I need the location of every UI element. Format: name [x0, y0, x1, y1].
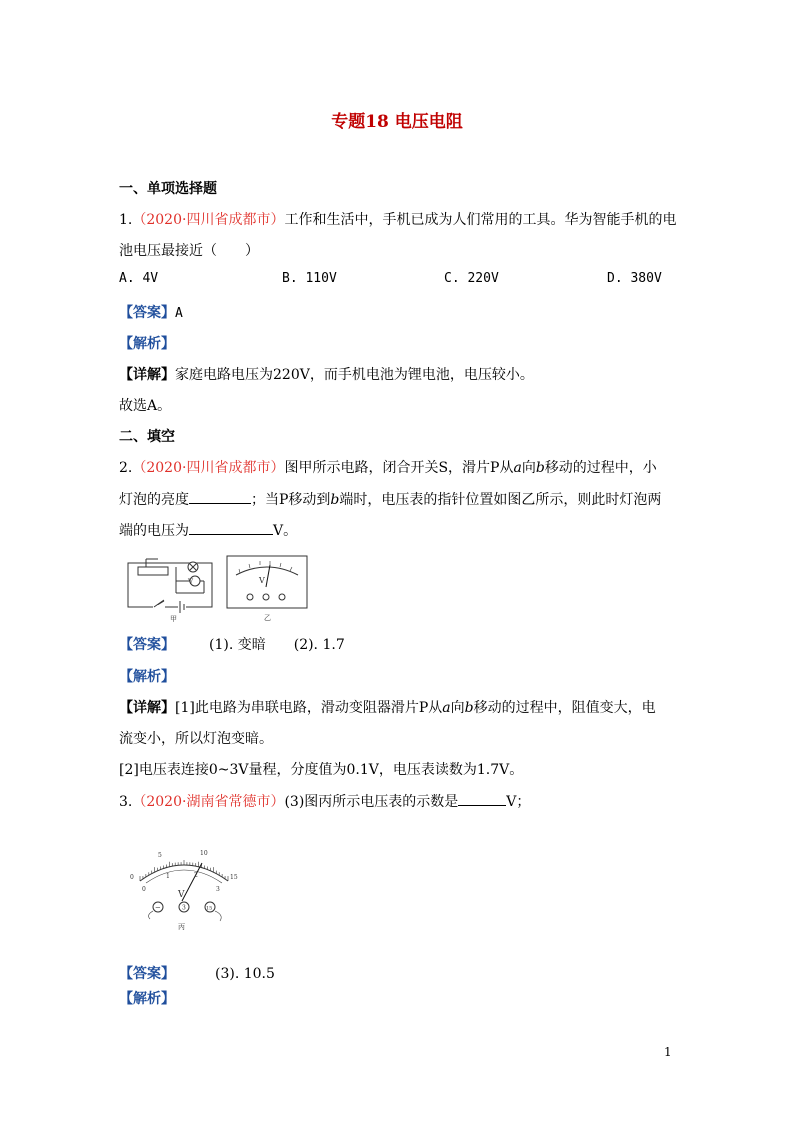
q2-detail-line-2: 流变小，所以灯泡变暗。	[119, 731, 273, 747]
figure-label-yi: 乙	[264, 614, 271, 622]
answer-label: 【答案】	[119, 637, 175, 653]
detail-text: 向	[450, 700, 465, 716]
q2-detail-line-1	[119, 697, 656, 717]
q2-var-b: b	[464, 700, 474, 716]
detail-text: 家庭电路电压为220V，而手机电池为锂电池，电压较小。	[175, 367, 534, 383]
q2-text: 端时，电压表的指针位置如图乙所示，则此时灯泡两	[339, 492, 662, 508]
q2-line-2	[119, 489, 661, 509]
voltmeter-diagram-bing	[124, 843, 244, 935]
detail-text: [1]此电路为串联电路，滑动变阻器滑片P从	[175, 700, 443, 716]
q2-text: 移动的过程中，小	[544, 460, 657, 476]
q2-text: ；当P移动到	[251, 492, 331, 508]
q1-option-b: B. 110V	[282, 271, 337, 286]
scale-bottom-2: 2	[194, 872, 198, 879]
q2-text: V。	[273, 523, 298, 539]
terminal-3: 3	[182, 904, 186, 912]
detail-label: 【详解】	[119, 700, 175, 716]
q1-option-d: D. 380V	[607, 271, 662, 286]
scale-bottom-1: 1	[166, 873, 170, 880]
scale-top-10: 10	[200, 850, 208, 857]
q3-line-1	[119, 791, 530, 811]
scale-bottom-0: 0	[142, 886, 146, 893]
q2-source: （2020·四川省成都市）	[132, 460, 285, 476]
q1-text-a: 工作和生活中，手机已成为人们常用的工具。华为智能手机的电	[284, 212, 677, 228]
q1-line-1	[119, 209, 676, 229]
q2-text: 图甲所示电路，闭合开关S，滑片P从	[284, 460, 514, 476]
q3-analysis-label: 【解析】	[119, 991, 175, 1007]
meter-symbol: V	[178, 890, 185, 900]
q1-detail	[119, 364, 534, 384]
q2-number: 2.	[119, 460, 133, 476]
answer-label: 【答案】	[119, 966, 175, 982]
answer-value: (1). 变暗 (2). 1.7	[209, 637, 345, 653]
q2-answer	[119, 634, 345, 654]
circuit-diagram-jia	[124, 553, 216, 623]
q2-text: 端的电压为	[119, 523, 189, 539]
q2-text: 灯泡的亮度	[119, 492, 189, 508]
q3-number: 3.	[119, 794, 133, 810]
q2-var-b: b	[535, 460, 545, 476]
q1-number: 1.	[119, 212, 133, 228]
section-heading-fill-in: 二、填空	[119, 429, 175, 445]
page-number: 1	[664, 1045, 672, 1059]
answer-blank[interactable]	[189, 490, 251, 504]
q2-analysis-label: 【解析】	[119, 669, 175, 685]
q1-conclusion: 故选A。	[119, 398, 172, 414]
figure-label-bing: 丙	[178, 923, 185, 931]
meter-symbol: V	[259, 576, 265, 585]
answer-label: 【答案】	[119, 305, 175, 321]
q2-var-a: a	[442, 700, 451, 716]
q1-source: （2020·四川省成都市）	[132, 212, 285, 228]
figure-label-jia: 甲	[170, 615, 177, 623]
q2-var-a: a	[513, 460, 522, 476]
q2-var-b: b	[330, 492, 340, 508]
terminal-15: 15	[206, 905, 213, 912]
scale-top-0: 0	[130, 874, 134, 881]
q2-line-3	[119, 520, 297, 540]
answer-blank[interactable]	[458, 792, 506, 806]
q3-source: （2020·湖南省常德市）	[132, 794, 285, 810]
scale-top-5: 5	[158, 852, 162, 859]
q2-detail-line-3: [2]电压表连接0~3V量程，分度值为0.1V，电压表读数为1.7V。	[119, 762, 524, 778]
q3-text: (3)图丙所示电压表的示数是	[284, 794, 459, 810]
q2-line-1	[119, 457, 657, 477]
q1-option-c: C. 220V	[444, 271, 499, 286]
q1-line-2: 池电压最接近（ ）	[119, 243, 259, 259]
detail-text: 移动的过程中，阻值变大，电	[473, 700, 656, 716]
answer-value: (3). 10.5	[215, 966, 275, 982]
page-title: 专题18 电压电阻	[331, 112, 463, 132]
answer-blank[interactable]	[189, 521, 273, 535]
q1-analysis-label: 【解析】	[119, 336, 175, 352]
q2-text: 向	[521, 460, 536, 476]
scale-bottom-3: 3	[216, 886, 220, 893]
q1-option-a: A. 4V	[119, 271, 159, 286]
q3-answer	[119, 963, 275, 983]
detail-label: 【详解】	[119, 367, 175, 383]
terminal-negative: −	[155, 903, 161, 912]
q3-text: V；	[506, 794, 531, 810]
answer-value: A	[175, 306, 183, 321]
q1-answer	[119, 302, 183, 322]
section-heading-single-choice: 一、单项选择题	[119, 181, 217, 197]
scale-top-15: 15	[230, 874, 238, 881]
voltmeter-diagram-yi	[224, 553, 310, 623]
meter-symbol: V	[188, 578, 194, 586]
